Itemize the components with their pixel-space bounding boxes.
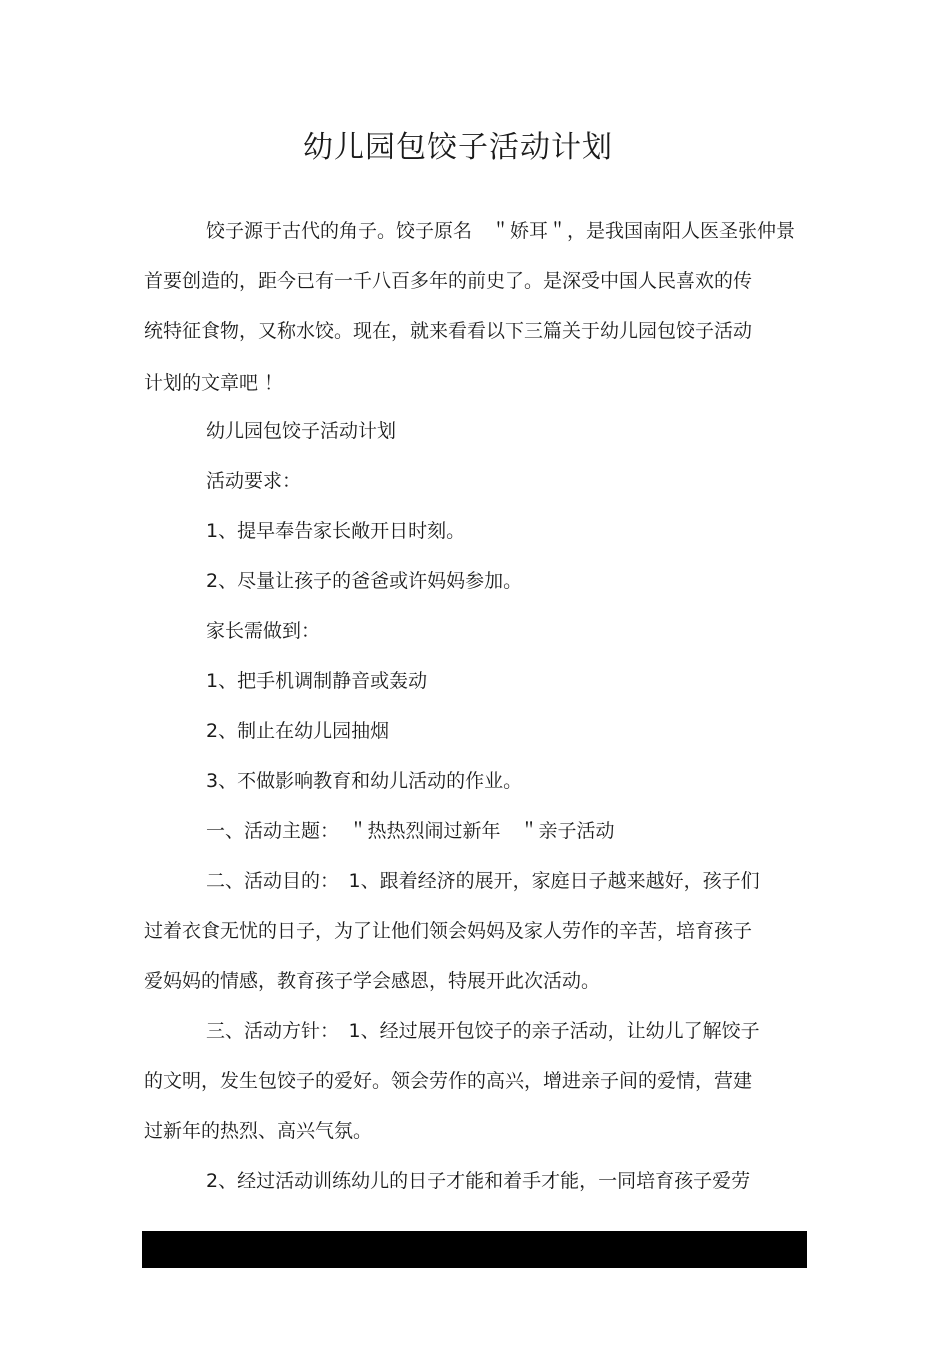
- paragraph-line: 幼儿园包饺子活动计划: [206, 420, 397, 442]
- paragraph-line: 过着衣食无忧的日子，为了让他们领会妈妈及家人劳作的辛苦，培育孩子: [144, 920, 753, 942]
- footer-redaction-bar: [142, 1231, 807, 1268]
- paragraph-line: 首要创造的，距今已有一千八百多年的前史了。是深受中国人民喜欢的传: [144, 270, 753, 292]
- paragraph-line: 2、尽量让孩子的爸爸或许妈妈参加。: [206, 570, 523, 592]
- paragraph-line: 爱妈妈的情感，教育孩子学会感恩，特展开此次活动。: [144, 970, 601, 992]
- paragraph-line: 统特征食物，又称水饺。现在，就来看看以下三篇关于幼儿园包饺子活动: [144, 320, 753, 342]
- paragraph-line: 家长需做到：: [206, 620, 321, 642]
- paragraph-line: 2、经过活动训练幼儿的日子才能和着手才能，一同培育孩子爱劳: [206, 1170, 751, 1192]
- paragraph-line: 计划的文章吧 ！: [144, 372, 284, 394]
- paragraph-line: 1、提早奉告家长敞开日时刻。: [206, 520, 466, 542]
- paragraph-line: 1、把手机调制静音或轰动: [206, 670, 428, 692]
- paragraph-line: 二、活动目的： 1、跟着经济的展开，家庭日子越来越好，孩子们: [206, 870, 760, 892]
- paragraph-line: 活动要求：: [206, 470, 302, 492]
- document-title: 幼儿园包饺子活动计划: [303, 130, 613, 165]
- paragraph-line: 过新年的热烈、高兴气氛。: [144, 1120, 373, 1142]
- paragraph-line: 3、不做影响教育和幼儿活动的作业。: [206, 770, 523, 792]
- paragraph-line: 饺子源于古代的角子。饺子原名 ＂娇耳＂，是我国南阳人医圣张仲景: [206, 220, 796, 242]
- paragraph-line: 三、活动方针： 1、经过展开包饺子的亲子活动，让幼儿了解饺子: [206, 1020, 760, 1042]
- paragraph-line: 一、活动主题： ＂热热烈闹过新年 ＂亲子活动: [206, 820, 615, 842]
- paragraph-line: 的文明，发生包饺子的爱好。领会劳作的高兴，增进亲子间的爱情，营建: [144, 1070, 753, 1092]
- paragraph-line: 2、制止在幼儿园抽烟: [206, 720, 390, 742]
